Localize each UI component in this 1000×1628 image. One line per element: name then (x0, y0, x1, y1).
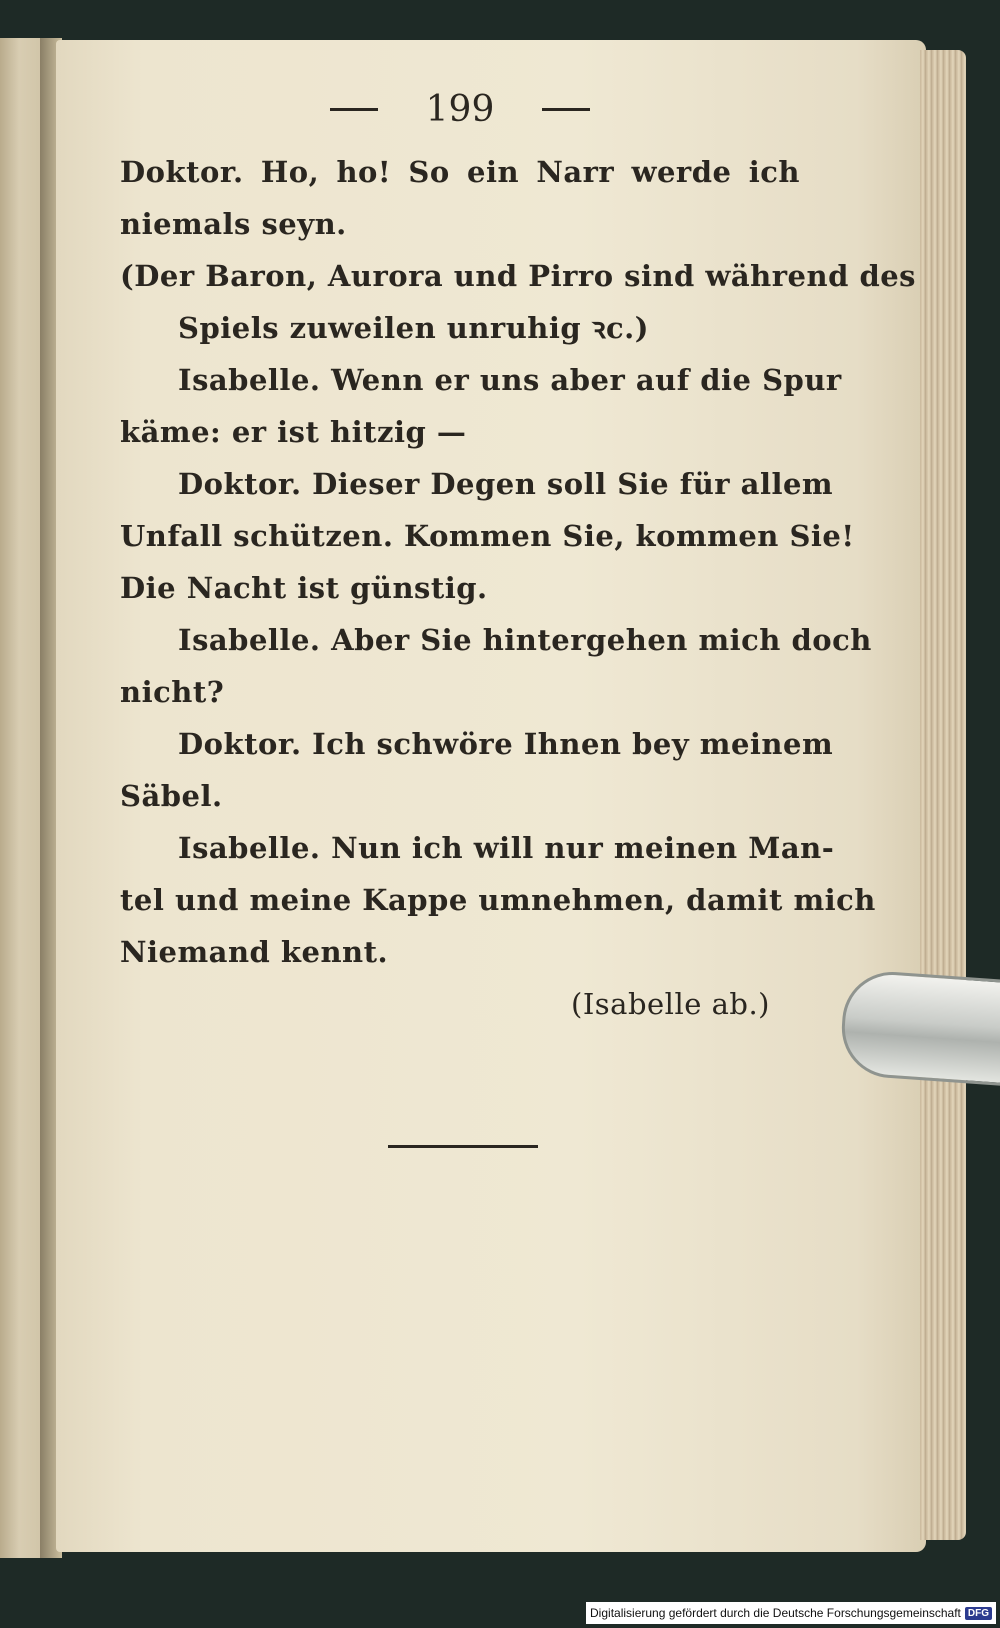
text-line: Unfall schützen. Kommen Sie, kommen Sie! (120, 519, 855, 553)
text-line: Doktor. Ich schwöre Ihnen bey meinem (178, 727, 834, 761)
stage-exit: (Isabelle ab.) (571, 987, 770, 1021)
page-number: 199 (425, 88, 495, 130)
digitization-footer (586, 1602, 996, 1624)
text-line: Isabelle. Wenn er uns aber auf die Spur (178, 363, 842, 397)
header-dash-left (330, 108, 378, 111)
header-dash-right (542, 108, 590, 111)
section-rule (388, 1145, 538, 1148)
page-block-edge (920, 50, 966, 1540)
text-line: Niemand kennt. (120, 935, 389, 969)
text-line: Isabelle. Nun ich will nur meinen Man- (178, 831, 835, 865)
text-line: Doktor. Ho, ho! So ein Narr werde ich (120, 155, 800, 189)
stage-direction-line: (Der Baron, Aurora und Pirro sind während des (120, 259, 917, 293)
text-line: käme: er ist hitzig — (120, 415, 467, 449)
text-line: Säbel. (120, 779, 223, 813)
page-header (330, 84, 590, 134)
text-line: tel und meine Kappe umnehmen, damit mich (120, 883, 876, 917)
text-line: Die Nacht ist günstig. (120, 571, 488, 605)
text-line: nicht? (120, 675, 225, 709)
footer-credit: Digitalisierung gefördert durch die Deutsche Forschungsgemeinschaft (590, 1606, 961, 1620)
text-line: Doktor. Dieser Degen soll Sie für allem (178, 467, 834, 501)
text-line: Isabelle. Aber Sie hintergehen mich doch (178, 623, 872, 657)
dfg-logo-icon: DFG (965, 1607, 992, 1620)
page-text (120, 146, 917, 1030)
stage-direction-line: Spiels zuweilen unruhig ꝛc.) (178, 311, 649, 345)
text-line: niemals seyn. (120, 207, 347, 241)
